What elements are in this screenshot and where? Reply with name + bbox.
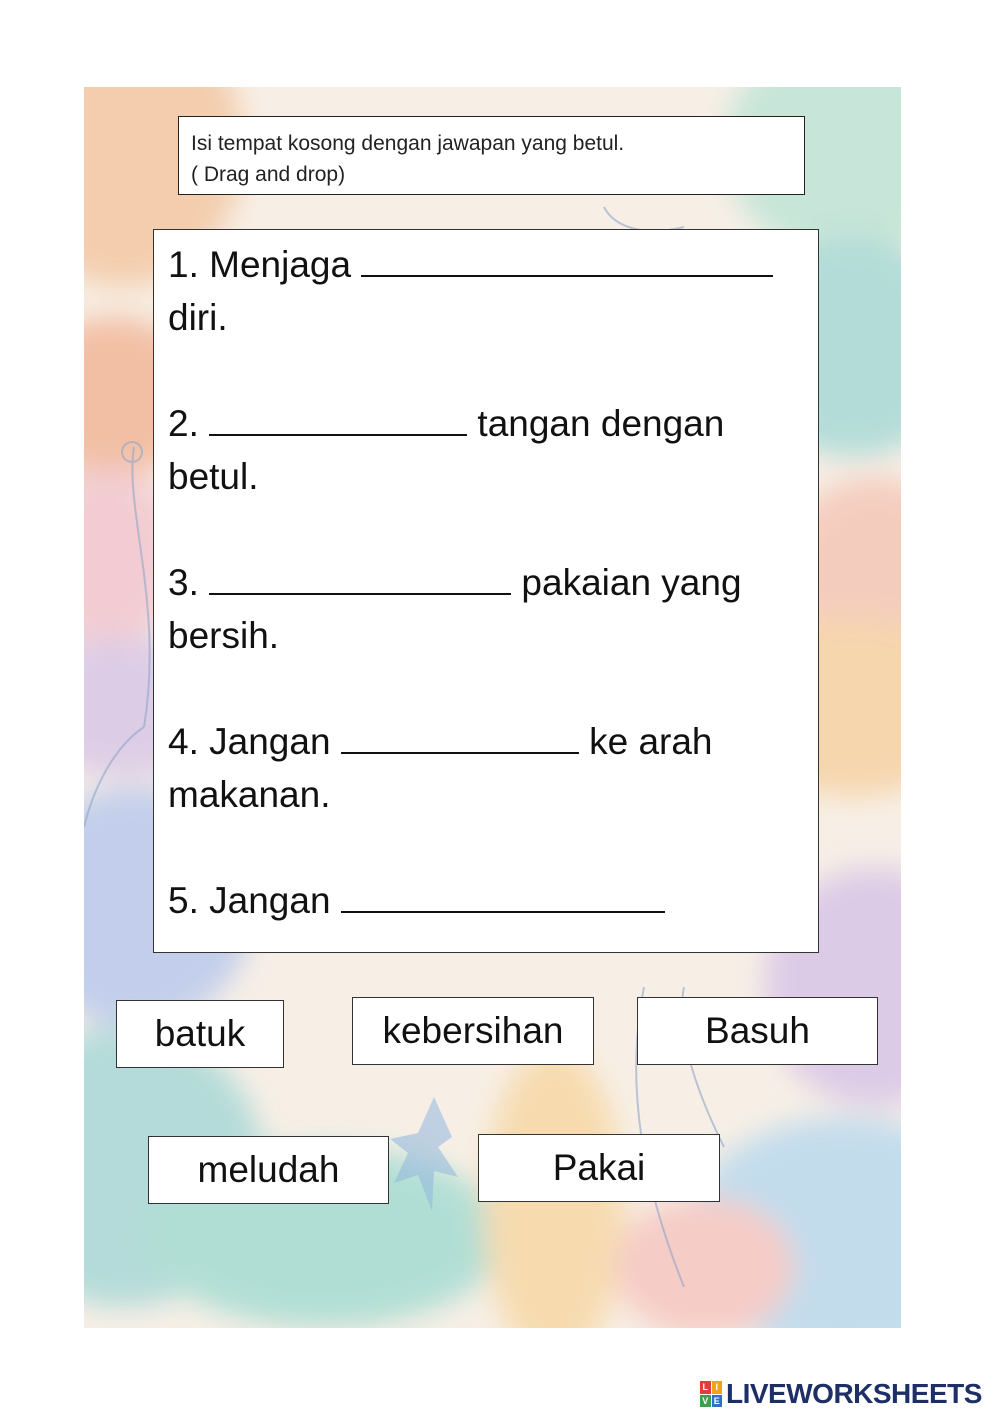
questions-box	[153, 229, 819, 953]
question-2-blank-dropzone[interactable]	[209, 404, 467, 436]
question-4-text-line2: makanan.	[168, 774, 331, 815]
answer-tile-basuh[interactable]: Basuh	[637, 997, 878, 1065]
instruction-line-1: Isi tempat kosong dengan jawapan yang betul.	[191, 132, 625, 155]
question-3-text-line2: bersih.	[168, 615, 280, 656]
question-5-text-before: 5. Jangan	[168, 880, 341, 921]
question-3-blank-dropzone[interactable]	[209, 563, 511, 595]
question-1-text-before: 1. Menjaga	[168, 244, 362, 285]
question-4-text-before: 4. Jangan	[168, 721, 341, 762]
answer-tile-pakai[interactable]: Pakai	[478, 1134, 720, 1202]
question-4-text-after: ke arah	[578, 721, 713, 762]
question-1-text-line2: diri.	[168, 297, 228, 338]
question-3	[168, 556, 818, 662]
instruction-line-2: ( Drag and drop)	[191, 163, 346, 186]
question-5	[168, 874, 818, 927]
question-4	[168, 715, 818, 821]
question-1	[168, 238, 818, 344]
question-4-blank-dropzone[interactable]	[341, 722, 579, 754]
question-1-blank-dropzone[interactable]	[361, 245, 773, 277]
question-3-text-after: pakaian yang	[511, 562, 742, 603]
instruction-box	[178, 116, 805, 195]
answer-tile-kebersihan[interactable]: kebersihan	[352, 997, 594, 1065]
question-5-blank-dropzone[interactable]	[341, 881, 665, 913]
question-3-text-before: 3.	[168, 562, 210, 603]
question-2-text-before: 2.	[168, 403, 210, 444]
question-2	[168, 397, 818, 503]
question-2-text-after: tangan dengan	[467, 403, 725, 444]
question-2-text-line2: betul.	[168, 456, 259, 497]
liveworksheets-logo-icon: L I V E	[700, 1381, 722, 1407]
answer-tile-batuk[interactable]: batuk	[116, 1000, 284, 1068]
liveworksheets-logo[interactable]	[700, 1378, 982, 1410]
liveworksheets-wordmark: LIVEWORKSHEETS	[726, 1378, 982, 1409]
answer-tile-meludah[interactable]: meludah	[148, 1136, 389, 1204]
